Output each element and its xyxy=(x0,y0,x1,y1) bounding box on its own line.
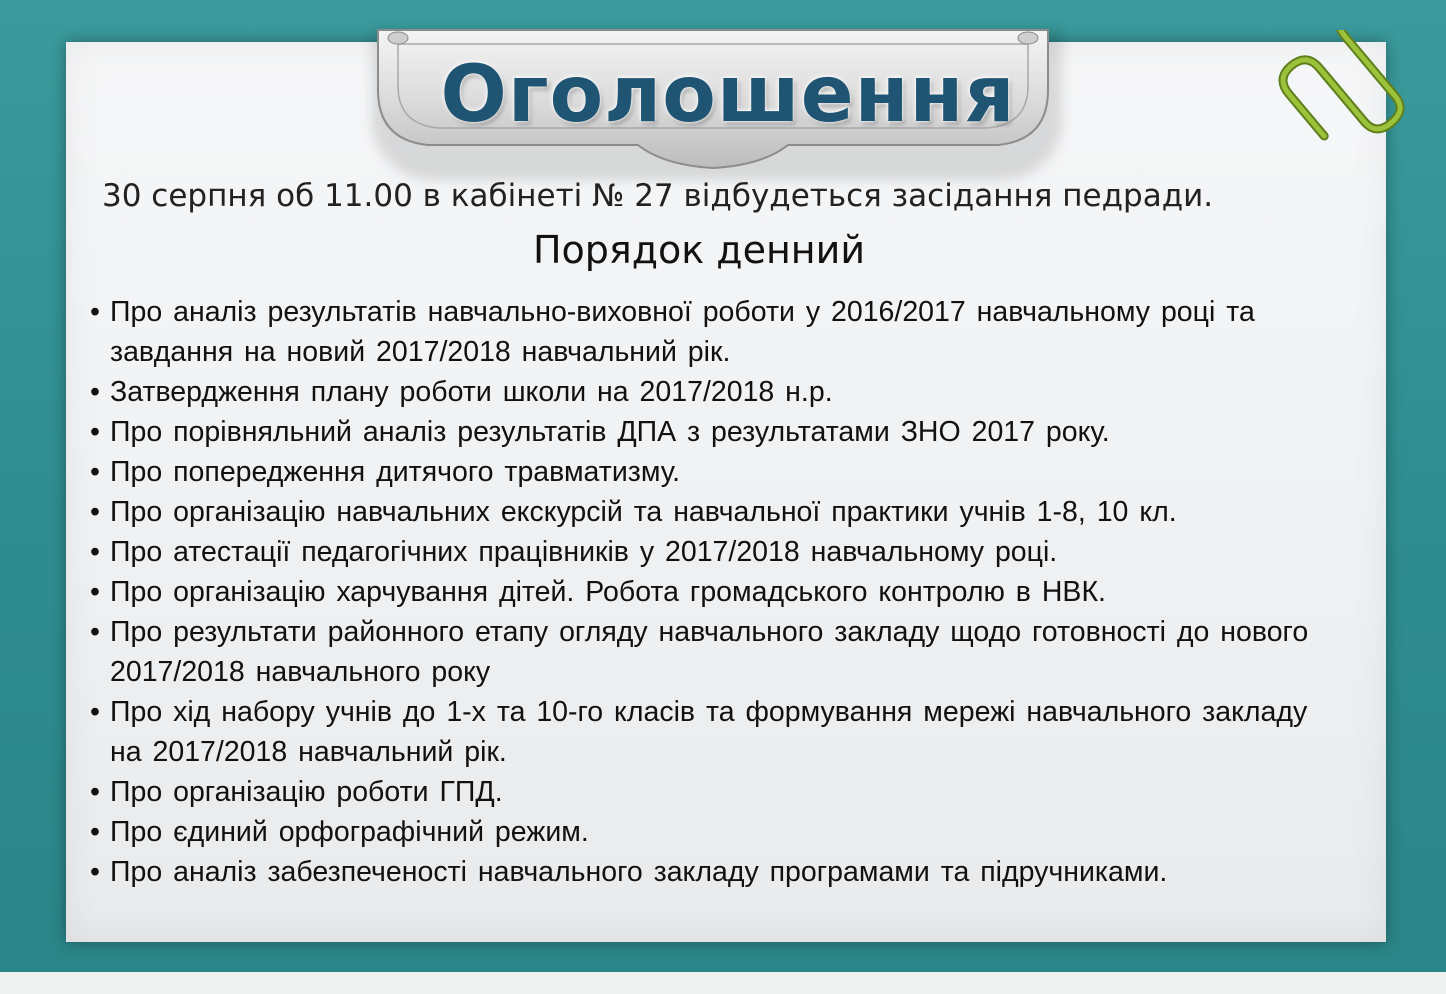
bullet: • xyxy=(90,616,100,648)
list-item xyxy=(88,612,1348,692)
agenda-item-text: Про організацію роботи ГПД. xyxy=(110,776,503,808)
agenda-item-text: Про аналіз результатів навчально-виховної роботи у 2016/2017 навчальному році та завдання на новий 2017/2018 навчальний рік. xyxy=(110,296,1255,368)
agenda-item-text: Про порівняльний аналіз результатів ДПА з результатами ЗНО 2017 року. xyxy=(110,416,1110,448)
list-item xyxy=(88,852,1348,892)
list-item xyxy=(88,372,1348,412)
agenda-heading xyxy=(0,228,1446,272)
agenda-item-text: Про хід набору учнів до 1-х та 10-го класів та формування мережі навчального закладу на 2017/2018 навчальний рік. xyxy=(110,696,1308,768)
bullet: • xyxy=(90,856,100,888)
bullet: • xyxy=(90,416,100,448)
list-item xyxy=(88,572,1348,612)
agenda-item-text: Про попередження дитячого травматизму. xyxy=(110,456,681,488)
list-item xyxy=(88,452,1348,492)
bullet: • xyxy=(90,376,100,408)
agenda-item-text: Про атестації педагогічних працівників у 2017/2018 навчальному році. xyxy=(110,536,1058,568)
bullet: • xyxy=(90,296,100,328)
page-title: Оголошення xyxy=(440,50,1016,140)
bullet: • xyxy=(90,576,100,608)
list-item xyxy=(88,812,1348,852)
paperclip-icon xyxy=(1272,30,1412,160)
agenda-item-text: Про аналіз забезпеченості навчального закладу програмами та підручниками. xyxy=(110,856,1168,888)
bullet: • xyxy=(90,816,100,848)
agenda-item-text: Про єдиний орфографічний режим. xyxy=(110,816,589,848)
agenda-item-text: Затвердження плану роботи школи на 2017/2018 н.р. xyxy=(110,376,833,408)
bullet: • xyxy=(90,536,100,568)
list-item xyxy=(88,292,1348,372)
meeting-notice: 30 серпня об 11.00 в кабінеті № 27 відбудеться засідання педради. xyxy=(102,178,1214,214)
agenda-list xyxy=(88,292,1348,892)
bullet: • xyxy=(90,776,100,808)
list-item xyxy=(88,692,1348,772)
bullet: • xyxy=(90,456,100,488)
list-item xyxy=(88,412,1348,452)
bullet: • xyxy=(90,696,100,728)
agenda-heading-text: Порядок денний xyxy=(532,228,866,272)
bottom-strip xyxy=(0,972,1446,994)
agenda-item-text: Про результати районного етапу огляду навчального закладу щодо готовності до нового 2017/2018 навчального року xyxy=(110,616,1309,688)
bullet: • xyxy=(90,496,100,528)
agenda-item-text: Про організацію харчування дітей. Робота громадського контролю в НВК. xyxy=(110,576,1106,608)
list-item xyxy=(88,772,1348,812)
list-item xyxy=(88,532,1348,572)
list-item xyxy=(88,492,1348,532)
agenda-item-text: Про організацію навчальних екскурсій та навчальної практики учнів 1-8, 10 кл. xyxy=(110,496,1177,528)
